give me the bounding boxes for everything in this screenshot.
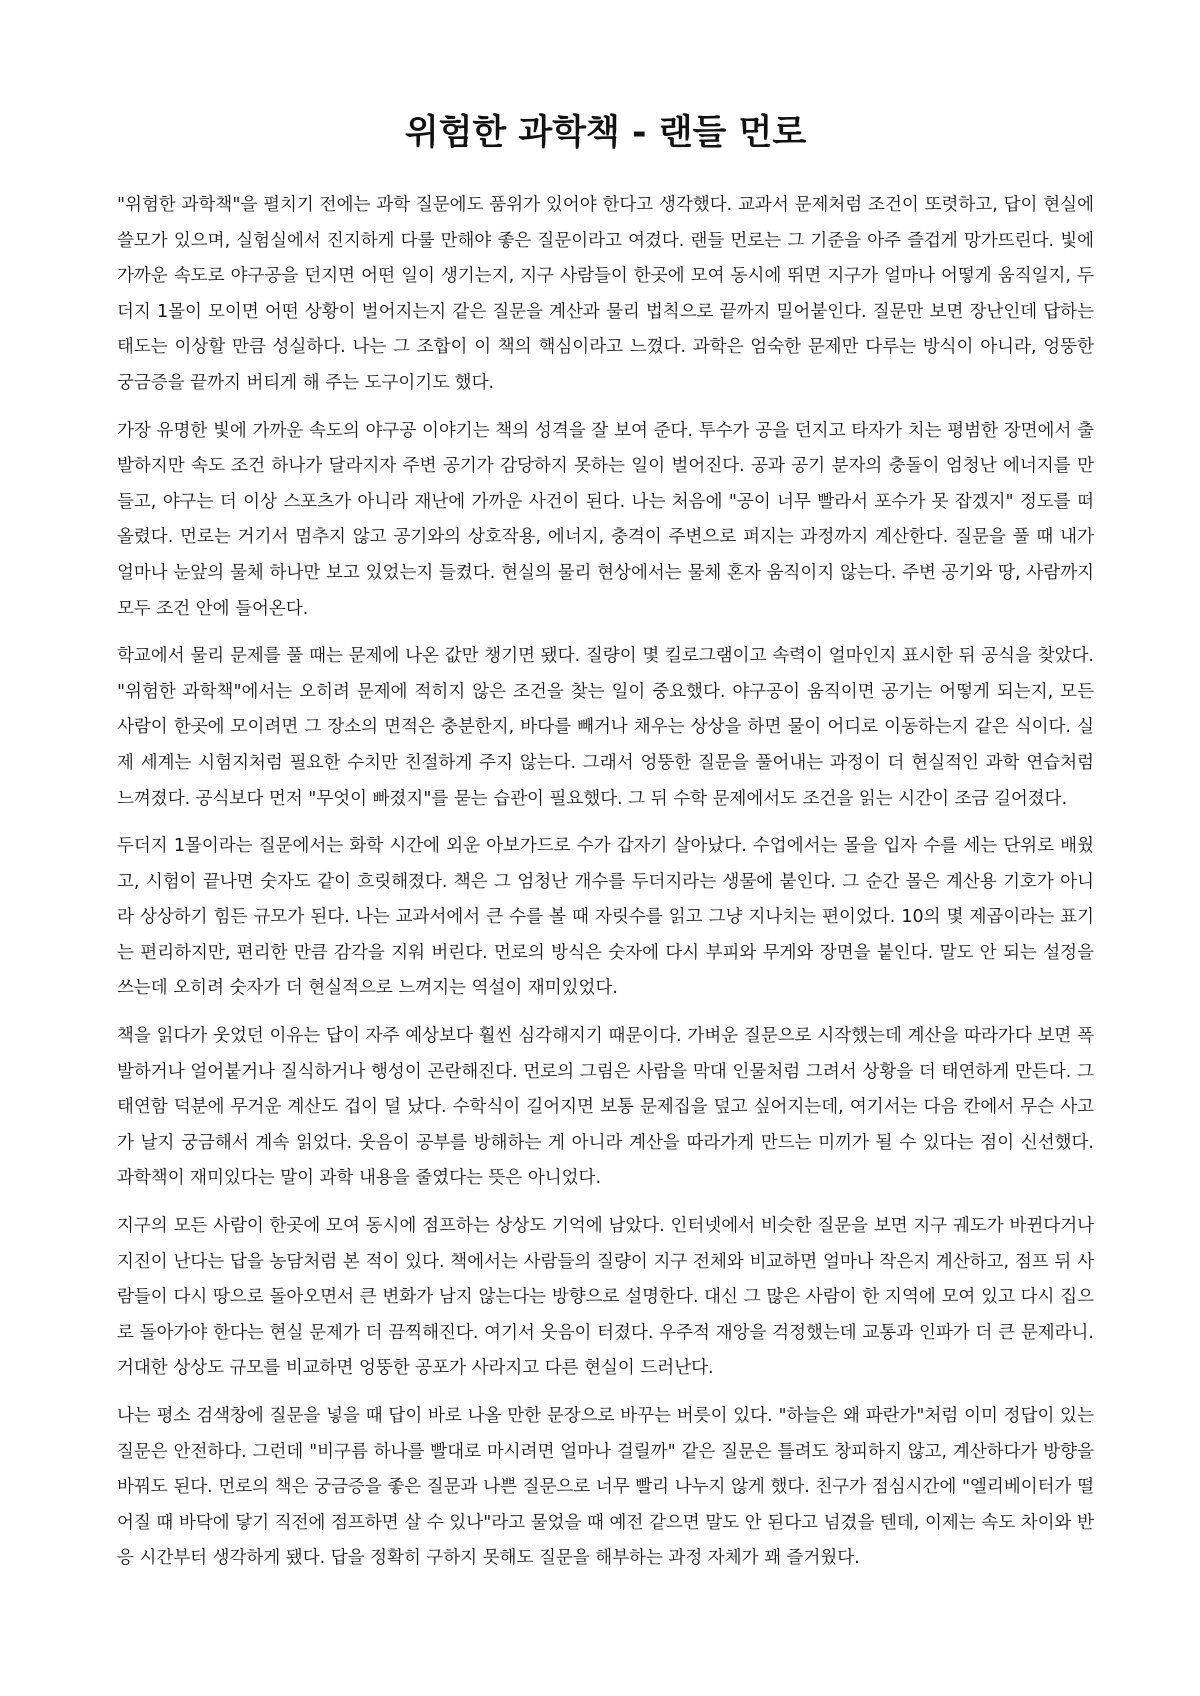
paragraph: "위험한 과학책"을 펼치기 전에는 과학 질문에도 품위가 있어야 한다고 생각했다. 교과서 문제처럼 조건이 또렷하고, 답이 현실에 쓸모가 있으며, 실험실에서 진지하게 다룰 만해야 좋은 질문이라고 여겼다. 랜들 먼로는 그 기준을 아주 즐겁게 망가뜨린다. 빛에 가까운 속도로 야구공을 던지면 어떤 일이 생기는지, 지구 사람들이 한곳에 모여 동시에 뛰면 지구가 얼마나 어떻게 움직일지, 두더지 1몰이 모이면 어떤 상황이 벌어지는지 같은 질문을 계산과 물리 법칙으로 끝까지 밀어붙인다. 질문만 보면 장난인데 답하는 태도는 이상할 만큼 성실하다. 나는 그 조합이 이 책의 핵심이라고 느꼈다. 과학은 엄숙한 문제만 다루는 방식이 아니라, 엉뚱한 궁금증을 끝까지 버티게 해 주는 도구이기도 했다. xyxy=(117,195,1094,393)
paragraph: 두더지 1몰이라는 질문에서는 화학 시간에 외운 아보가드로 수가 갑자기 살아났다. 수업에서는 몰을 입자 수를 세는 단위로 배웠고, 시험이 끝나면 숫자도 같이 흐릿해졌다. 책은 그 엄청난 개수를 두더지라는 생물에 붙인다. 그 순간 몰은 계산용 기호가 아니라 상상하기 힘든 규모가 된다. 나는 교과서에서 큰 수를 볼 때 자릿수를 읽고 그냥 지나치는 편이었다. 10의 몇 제곱이라는 표기는 편리하지만, 편리한 만큼 감각을 지워 버린다. 먼로의 방식은 숫자에 다시 부피와 무게와 장면을 붙인다. 말도 안 되는 설정을 쓰는데 오히려 숫자가 더 현실적으로 느껴지는 역설이 재미있었다. xyxy=(117,836,1094,999)
paragraph: 가장 유명한 빛에 가까운 속도의 야구공 이야기는 책의 성격을 잘 보여 준다. 투수가 공을 던지고 타자가 치는 평범한 장면에서 출발하지만 속도 조건 하나가 달라지자 주변 공기가 감당하지 못하는 일이 벌어진다. 공과 공기 분자의 충돌이 엄청난 에너지를 만들고, 야구는 더 이상 스포츠가 아니라 재난에 가까운 사건이 된다. 나는 처음에 "공이 너무 빨라서 포수가 못 잡겠지" 정도를 떠올렸다. 먼로는 거기서 멈추지 않고 공기와의 상호작용, 에너지, 충격이 주변으로 퍼지는 과정까지 계산한다. 질문을 풀 때 내가 얼마나 눈앞의 물체 하나만 보고 있었는지 들켰다. 현실의 물리 현상에서는 물체 혼자 움직이지 않는다. 주변 공기와 땅, 사람까지 모두 조건 안에 들어온다. xyxy=(117,420,1094,619)
paragraph: 나는 평소 검색창에 질문을 넣을 때 답이 바로 나올 만한 문장으로 바꾸는 버릇이 있다. "하늘은 왜 파란가"처럼 이미 정답이 있는 질문은 안전하다. 그런데 "비구름 하나를 빨대로 마시려면 얼마나 걸릴까" 같은 질문은 틀려도 창피하지 않고, 계산하다가 방향을 바꿔도 된다. 먼로의 책은 궁금증을 좋은 질문과 나쁜 질문으로 너무 빨리 나누지 않게 했다. 친구가 점심시간에 "엘리베이터가 떨어질 때 바닥에 닿기 직전에 점프하면 살 수 있나"라고 물었을 때 예전 같으면 말도 안 된다고 넘겼을 텐데, 이제는 속도 차이와 반응 시간부터 생각하게 됐다. 답을 정확히 구하지 못해도 질문을 해부하는 과정 자체가 꽤 즐거웠다. xyxy=(117,1406,1094,1569)
paragraph: 학교에서 물리 문제를 풀 때는 문제에 나온 값만 챙기면 됐다. 질량이 몇 킬로그램이고 속력이 얼마인지 표시한 뒤 공식을 찾았다. "위험한 과학책"에서는 오히려 문제에 적히지 않은 조건을 찾는 일이 중요했다. 야구공이 움직이면 공기는 어떻게 되는지, 모든 사람이 한곳에 모이려면 그 장소의 면적은 충분한지, 바다를 빼거나 채우는 상상을 하면 물이 어디로 이동하는지 같은 식이다. 실제 세계는 시험지처럼 필요한 수치만 친절하게 주지 않는다. 그래서 엉뚱한 질문을 풀어내는 과정이 더 현실적인 과학 연습처럼 느껴졌다. 공식보다 먼저 "무엇이 빠졌지"를 묻는 습관이 필요했다. 그 뒤 수학 문제에서도 조건을 읽는 시간이 조금 길어졌다. xyxy=(117,646,1094,809)
document-title: 위험한 과학책 - 랜들 먼로 xyxy=(404,113,807,153)
paragraph: 지구의 모든 사람이 한곳에 모여 동시에 점프하는 상상도 기억에 남았다. 인터넷에서 비슷한 질문을 보면 지구 궤도가 바뀐다거나 지진이 난다는 답을 농담처럼 본 적이 있다. 책에서는 사람들의 질량이 지구 전체와 비교하면 얼마나 작은지 계산하고, 점프 뒤 사람들이 다시 땅으로 돌아오면서 큰 변화가 남지 않는다는 방향으로 설명한다. 대신 그 많은 사람이 한 지역에 모여 있고 다시 집으로 돌아가야 한다는 현실 문제가 더 끔찍해진다. 여기서 웃음이 터졌다. 우주적 재앙을 걱정했는데 교통과 인파가 더 큰 문제라니. 거대한 상상도 규모를 비교하면 엉뚱한 공포가 사라지고 다른 현실이 드러난다. xyxy=(117,1216,1094,1379)
paragraph: 책을 읽다가 웃었던 이유는 답이 자주 예상보다 훨씬 심각해지기 때문이다. 가벼운 질문으로 시작했는데 계산을 따라가다 보면 폭발하거나 얼어붙거나 질식하거나 행성이 곤란해진다. 먼로의 그림은 사람을 막대 인물처럼 그려서 상황을 더 태연하게 만든다. 그 태연함 덕분에 무거운 계산도 겁이 덜 났다. 수학식이 길어지면 보통 문제집을 덮고 싶어지는데, 여기서는 다음 칸에서 무슨 사고가 날지 궁금해서 계속 읽었다. 웃음이 공부를 방해하는 게 아니라 계산을 따라가게 만드는 미끼가 될 수 있다는 점이 신선했다. 과학책이 재미있다는 말이 과학 내용을 줄였다는 뜻은 아니었다. xyxy=(117,1026,1094,1189)
